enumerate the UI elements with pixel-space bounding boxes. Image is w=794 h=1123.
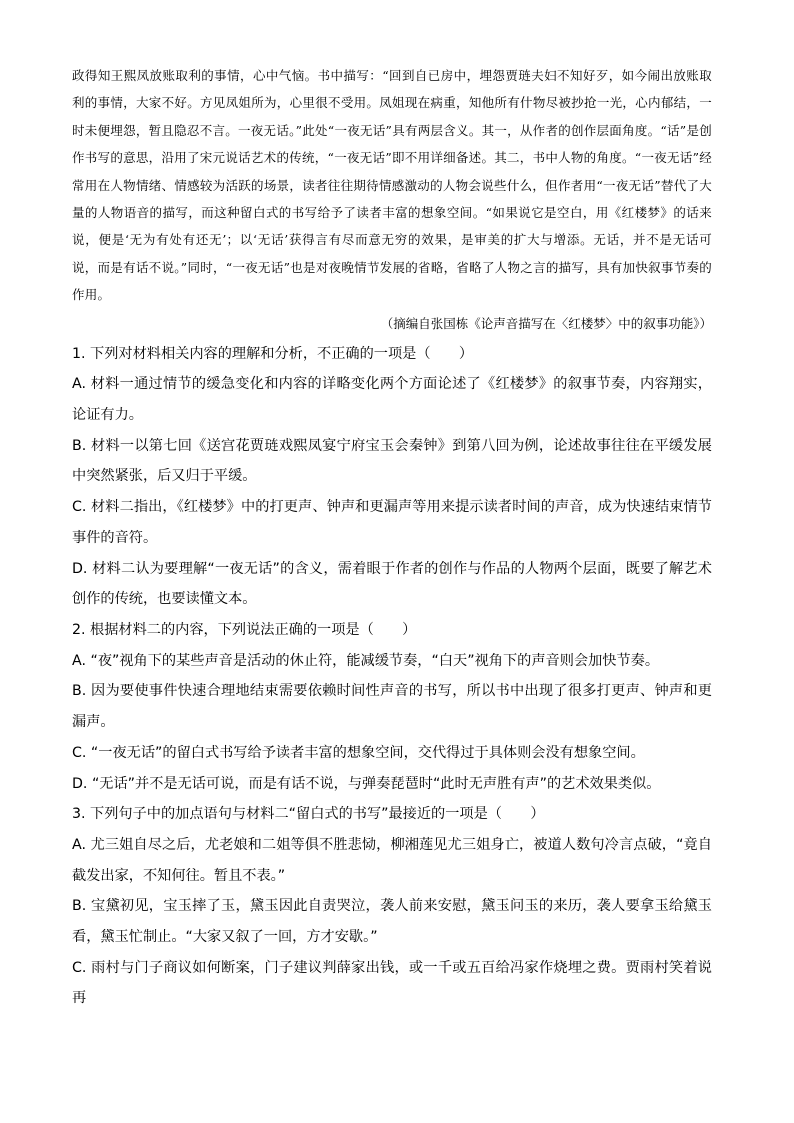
question-stem: 3. 下列句子中的加点语句与材料二“留白式的书写”最接近的一项是（ ） (72, 806, 545, 823)
exam-page (72, 62, 712, 1014)
option-c: C. 材料二指出，《红楼梦》中的打更声、钟声和更漏声等用来提示读者时间的声音，成为快速结束情节事件的音符。 (72, 499, 712, 546)
option-b: B. 材料一以第七回《送宫花贾琏戏熙凤宴宁府宝玉会秦钟》到第八回为例，论述故事往往在平缓发展中突然紧张，后又归于平缓。 (72, 437, 712, 485)
question-3 (72, 799, 712, 1014)
question-stem: 1. 下列对材料相关内容的理解和分析，不正确的一项是（ ） (72, 345, 474, 362)
option-c: C. “一夜无话”的留白式书写给予读者丰富的想象空间，交代得过于具体则会没有想象空间。 (72, 744, 645, 761)
question-stem: 2. 根据材料二的内容，下列说法正确的一项是（ ） (72, 621, 417, 638)
option-d: D. 材料二认为要理解“一夜无话”的含义，需着眼于作者的创作与作品的人物两个层面，既要了解艺术创作的传统，也要读懂文本。 (72, 560, 712, 608)
option-b: B. 因为要使事件快速合理地结束需要依赖时间性声音的书写，所以书中出现了很多打更声、钟声和更漏声。 (72, 683, 712, 731)
passage-paragraph: 政得知王熙凤放账取利的事情，心中气恼。书中描写：“回到自已房中，埋怨贾琏夫妇不知好歹，如今闹出放账取利的事情，大家不好。方见凤姐所为，心里很不受用。凤姐现在病重，知他所有什物尽被抄抢一光，心内郁结，一时未便埋怨，暂且隐忍不言。一夜无话。”此处“一夜无话”具有两层含义。其一，从作者的创作层面角度。“话”是创作书写的意思，沿用了宋元说话艺术的传统，“一夜无话”即不用详细备述。其二，书中人物的角度。“一夜无话”经常用在人物情绪、情感较为活跃的场景，读者往往期待情感激动的人物会说些什么，但作者用“一夜无话”替代了大量的人物语音的描写，而这种留白式的书写给予了读者丰富的想象空间。“如果说它是空白，用《红楼梦》的话来说，便是‘无为有处有还无’；以‘无话’获得言有尽而意无穷的效果，是审美的扩大与增添。无话，并不是无话可说，而是有话不说。”同时，“一夜无话”也是对夜晚情节发展的省略，省略了人物之言的描写，具有加快叙事节奏的作用。 (72, 68, 712, 303)
option-a: A. 材料一通过情节的缓急变化和内容的详略变化两个方面论述了《红楼梦》的叙事节奏，内容翔实，论证有力。 (72, 376, 712, 424)
question-2 (72, 615, 712, 799)
option-c: C. 雨村与门子商议如何断案，门子建议判薛家出钱，或一千或五百给冯家作烧埋之费。贾雨村笑着说再 (72, 959, 712, 1007)
option-a: A. 尤三姐自尽之后，尤老娘和二姐等俱不胜悲恸，柳湘莲见尤三姐身亡，被道人数句冷言点破，“竟自截发出家，不知何往。暂且不表。” (72, 836, 712, 884)
option-d: D. “无话”并不是无话可说，而是有话不说，与弹奏琵琶时“此时无声胜有声”的艺术效果类似。 (72, 775, 661, 792)
option-b: B. 宝黛初见，宝玉摔了玉，黛玉因此自责哭泣，袭人前来安慰，黛玉问玉的来历，袭人要拿玉给黛玉看，黛玉忙制止。“大家又叙了一回，方才安歇。” (72, 898, 712, 946)
question-1 (72, 339, 712, 615)
option-a: A. “夜”视角下的某些声音是活动的休止符，能减缓节奏，“白天”视角下的声音则会加快节奏。 (72, 652, 660, 669)
passage-citation: （摘编自张国栋《论声音描写在〈红楼梦〉中的叙事功能》） (380, 315, 712, 331)
